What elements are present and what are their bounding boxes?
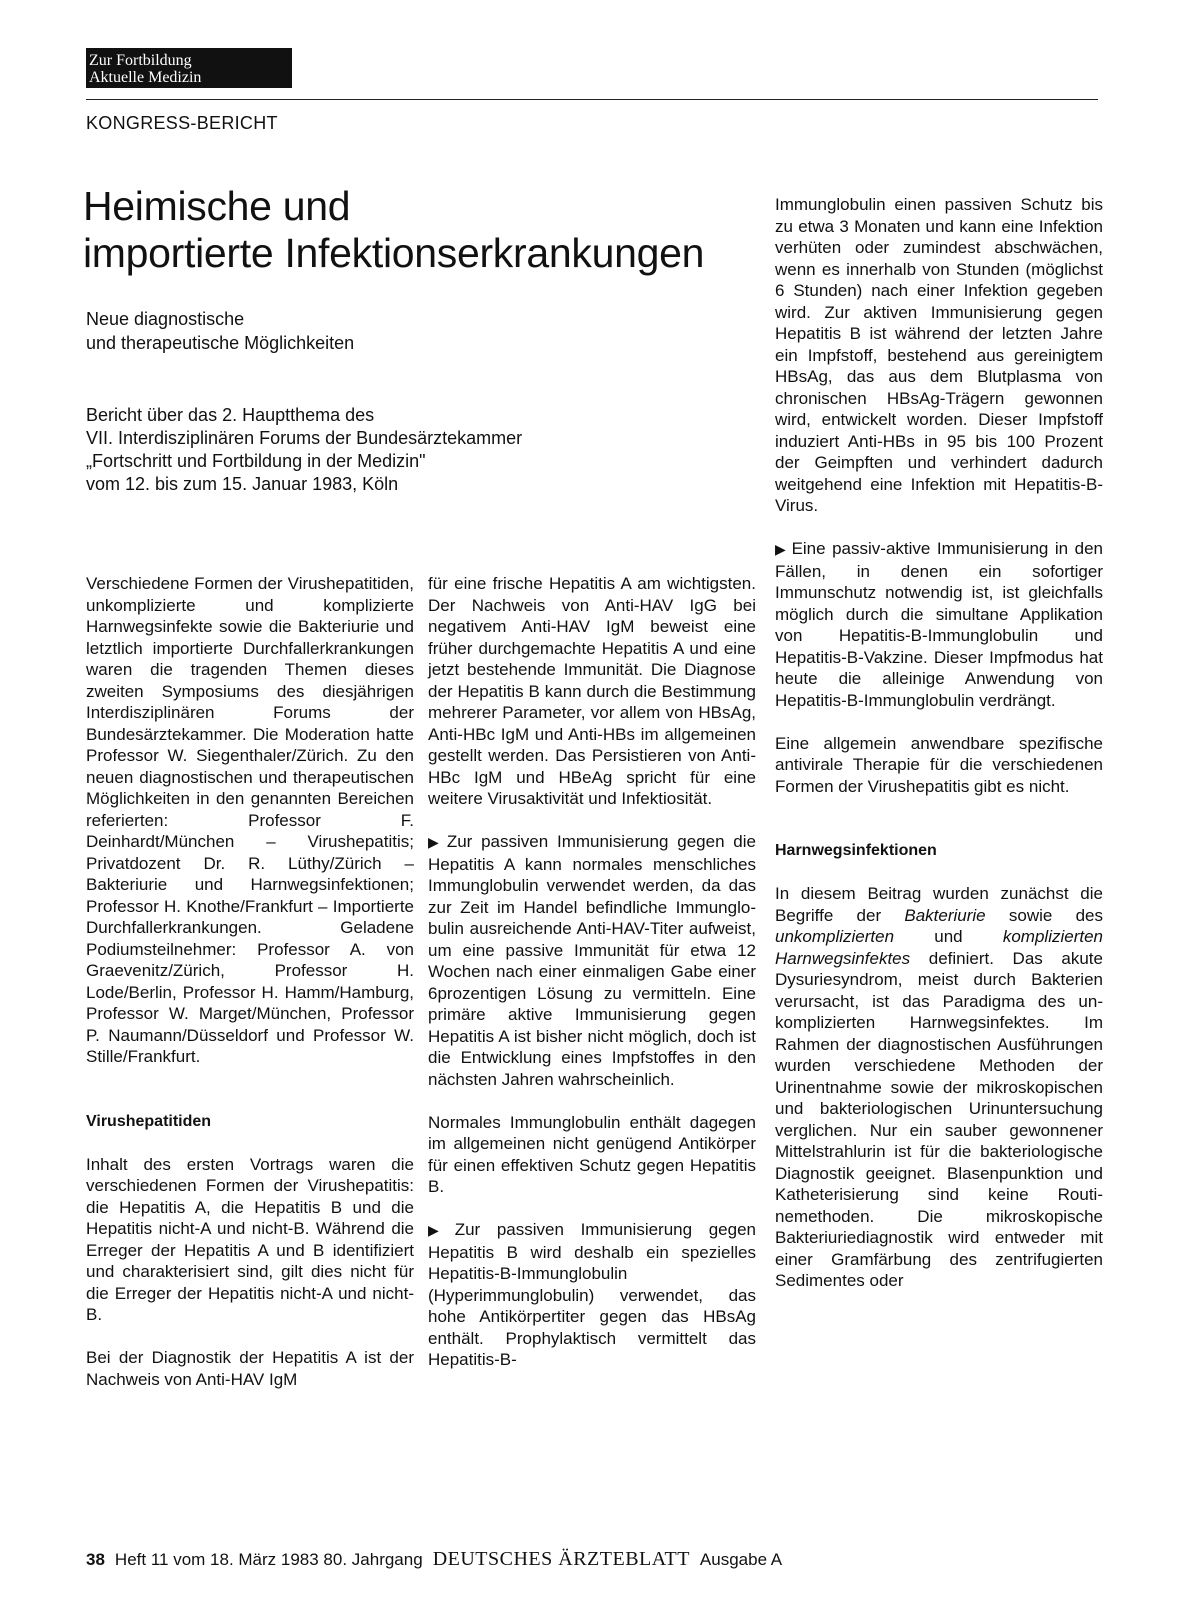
body-paragraph: Inhalt des ersten Vortrags waren die verschiedenen Formen der Virushepatitis: die Hepatitis A, die Hepatitis B und die Hepatitis nicht-A und nicht-B. Während die Erreger der Hepatitis A und B identifiziert und charakterisiert sind, gilt dies nicht für die Erreger der Hepatitis nicht-A und nicht-B.: [86, 1154, 414, 1324]
article-title-line2: importierte Infektionserkrankungen: [83, 230, 705, 276]
article-subtitle-line2: und therapeutische Möglichkeiten: [86, 333, 355, 353]
paragraph-text: definiert. Das akute Dysuriesyndrom, meist durch Bakterien verursacht, ist das Paradigma des unkomplizierten Harnwegsinfektes. Im Rahmen der diagnostischen Ausführungen wurden verschiedene Methoden der Urinentnahme sowie der mikroskopischen und bakteriologischen Urinuntersuchung verglichen. Nur ein sauber gewonnener Mittelstrahlurin ist für die bakteriologische Diagnostik geeignet. Blasenpunktion und Katheterisierung sind keine Routinemethoden. Die mikroskopische Bakteriuriediagnostik wird entweder mit einer Gramfärbung des zentrifugierten Sedimentes oder: [775, 948, 1103, 1290]
paragraph-text: sowie des: [985, 905, 1103, 925]
edition: Ausgabe A: [699, 1550, 783, 1569]
emphasis: Bakteriurie: [904, 905, 986, 925]
body-paragraph: [775, 538, 1103, 711]
body-paragraph: [428, 831, 756, 1090]
body-paragraph: Bei der Diagnostik der Hepatitis A ist der Nachweis von Anti-HAV IgM: [86, 1348, 414, 1389]
article-title: [83, 183, 743, 277]
paragraph-text: Eine passiv-aktive Immunisierung in den Fällen, in denen ein sofortiger Immunschutz notwendig ist, ist gleichfalls möglich durch die simultane Applikation von Hepatitis-B-Immunglobulin und Hepatitis-B-Vakzine. Dieser Impfmodus hat heute die alleinige Anwendung von Hepatitis-B-Immunglobulin verdrängt.: [775, 539, 1103, 710]
intro-line: VII. Interdisziplinären Forums der Bundesärztekammer: [86, 428, 523, 448]
emphasis: unkomplizierten: [775, 927, 895, 946]
article-subtitle-line1: Neue diagnostische: [86, 309, 245, 329]
intro-line: Bericht über das 2. Hauptthema des: [86, 405, 375, 425]
header-rule: [86, 99, 1098, 100]
paragraph-text: Zur passiven Immunisierung gegen Hepatitis B wird deshalb ein spezielles Hepatitis-B-Immunglobulin (Hyperimmunglobulin) verwendet, das hohe Antikörpertiter gegen das HBsAg enthält. Prophylaktisch vermittelt das Hepatitis-B-: [428, 1220, 756, 1369]
article-intro: [86, 404, 746, 496]
body-paragraph: [775, 883, 1103, 1292]
report-type: KONGRESS-BERICHT: [86, 113, 278, 133]
section-label: [86, 48, 292, 88]
emphasis: komplizierten Harnwegsinfektes: [775, 927, 1103, 968]
paragraph-text: In diesem Beitrag wurden zunächst die Begriffe der: [775, 884, 1103, 925]
body-paragraph: [428, 1219, 756, 1371]
arrow-icon: ▶: [428, 1222, 451, 1238]
paragraph-text: und: [894, 927, 1003, 946]
section-heading-virushepatitiden: Virushepatitiden: [86, 1112, 212, 1130]
body-paragraph: Eine allgemein anwendbare spezifische antivirale Therapie für die verschiedenen Formen der Virushepatitis gibt es nicht.: [775, 733, 1103, 796]
paragraph-text: Zur passiven Immunisierung gegen die Hepatitis A kann normales menschliches Immunglobulin verwendet werden, da das zur Zeit im Handel befindliche Immunglobulin ausreichende Anti-HAV-Titer aufweist, um eine passive Immunität für etwa 12 Wochen nach einer einmaligen Gabe einer 6prozentigen Lösung zu vermitteln. Eine primäre aktive Immunisierung gegen Hepatitis A ist bisher nicht möglich, doch ist die Entwicklung eines Impfstoffes in den nächsten Jahren wahrscheinlich.: [428, 832, 756, 1089]
article-subtitle: [86, 307, 726, 355]
section-label-line1: Zur Fortbildung: [89, 52, 192, 69]
issue-info: Heft 11 vom 18. März 1983 80. Jahrgang: [114, 1550, 423, 1569]
intro-line: vom 12. bis zum 15. Januar 1983, Köln: [86, 474, 399, 494]
section-heading-harnwegsinfektionen: Harnwegsinfektionen: [775, 842, 937, 859]
arrow-icon: ▶: [428, 834, 443, 850]
text-column-3: [775, 194, 1103, 1313]
text-column-1: [86, 573, 414, 1412]
page-number: 38: [86, 1550, 105, 1569]
section-label-line2: Aktuelle Medizin: [89, 69, 202, 86]
body-paragraph: Normales Immunglobulin enthält dagegen im allgemeinen nicht genügend Antikörper für einen effektiven Schutz gegen Hepatitis B.: [428, 1112, 756, 1196]
arrow-icon: ▶: [775, 541, 788, 557]
text-column-2: [428, 573, 756, 1392]
page-footer: [86, 1548, 782, 1571]
body-paragraph: für eine frische Hepatitis A am wichtigsten. Der Nachweis von Anti-HAV IgG bei negativem Anti-HAV IgM beweist eine früher durchgemachte Hepatitis A und eine jetzt bestehende Immunität. Die Diagnose der Hepatitis B kann durch die Bestimmung mehrerer Parameter, vor allem von HBsAg, Anti-HBc IgM und Anti-HBs im allgemeinen gestellt werden. Das Persistieren von Anti-HBc IgM und HBeAg spricht für eine weitere Virusaktivität und Infektiosität.: [428, 574, 756, 808]
body-paragraph: Verschiedene Formen der Virushepatitiden, unkomplizierte und komplizierte Harnwegsinfekte sowie die Bakteriurie und letztlich importierte Durchfallerkrankungen waren die tragenden Themen dieses zweiten Symposiums des diesjährigen Interdisziplinären Forums der Bundesärztekammer. Die Moderation hatte Professor W. Siegenthaler/Zürich. Zu den neuen diagnostischen und therapeutischen Möglichkeiten in den genannten Bereichen referierten: Professor F. Deinhardt/München – Virushepatitis; Privatdozent Dr. R. Lüthy/Zürich – Bakteriurie und Harnwegsinfektionen; Professor H. Knothe/Frankfurt – Importierte Durchfallerkrankungen. Geladene Podiumsteilnehmer: Professor A. von Graevenitz/Zürich, Professor H. Lode/Berlin, Professor H. Hamm/Hamburg, Professor W. Marget/München, Professor P. Naumann/Düsseldorf und Professor W. Stille/Frankfurt.: [86, 574, 414, 1066]
intro-line: „Fortschritt und Fortbildung in der Medizin": [86, 451, 426, 471]
article-title-line1: Heimische und: [83, 183, 351, 229]
body-paragraph: Immunglobulin einen passiven Schutz bis zu etwa 3 Monaten und kann eine Infektion verhüten oder zumindest abschwächen, wenn es innerhalb von Stunden (möglichst 6 Stunden) nach einer Infektion gegeben wird. Zur aktiven Immunisierung gegen Hepatitis B ist während der letzten Jahre ein Impfstoff, bestehend aus gereinigtem HBsAg, das aus dem Blutplasma von chronischen HBsAg-Trägern gewonnen wird, entwickelt worden. Dieser Impfstoff induziert Anti-HBs in 95 bis 100 Prozent der Geimpften und verhindert dadurch weitgehend eine Infektion mit Hepatitis-B-Virus.: [775, 195, 1103, 515]
journal-name: DEUTSCHES ÄRZTEBLATT: [432, 1548, 690, 1570]
